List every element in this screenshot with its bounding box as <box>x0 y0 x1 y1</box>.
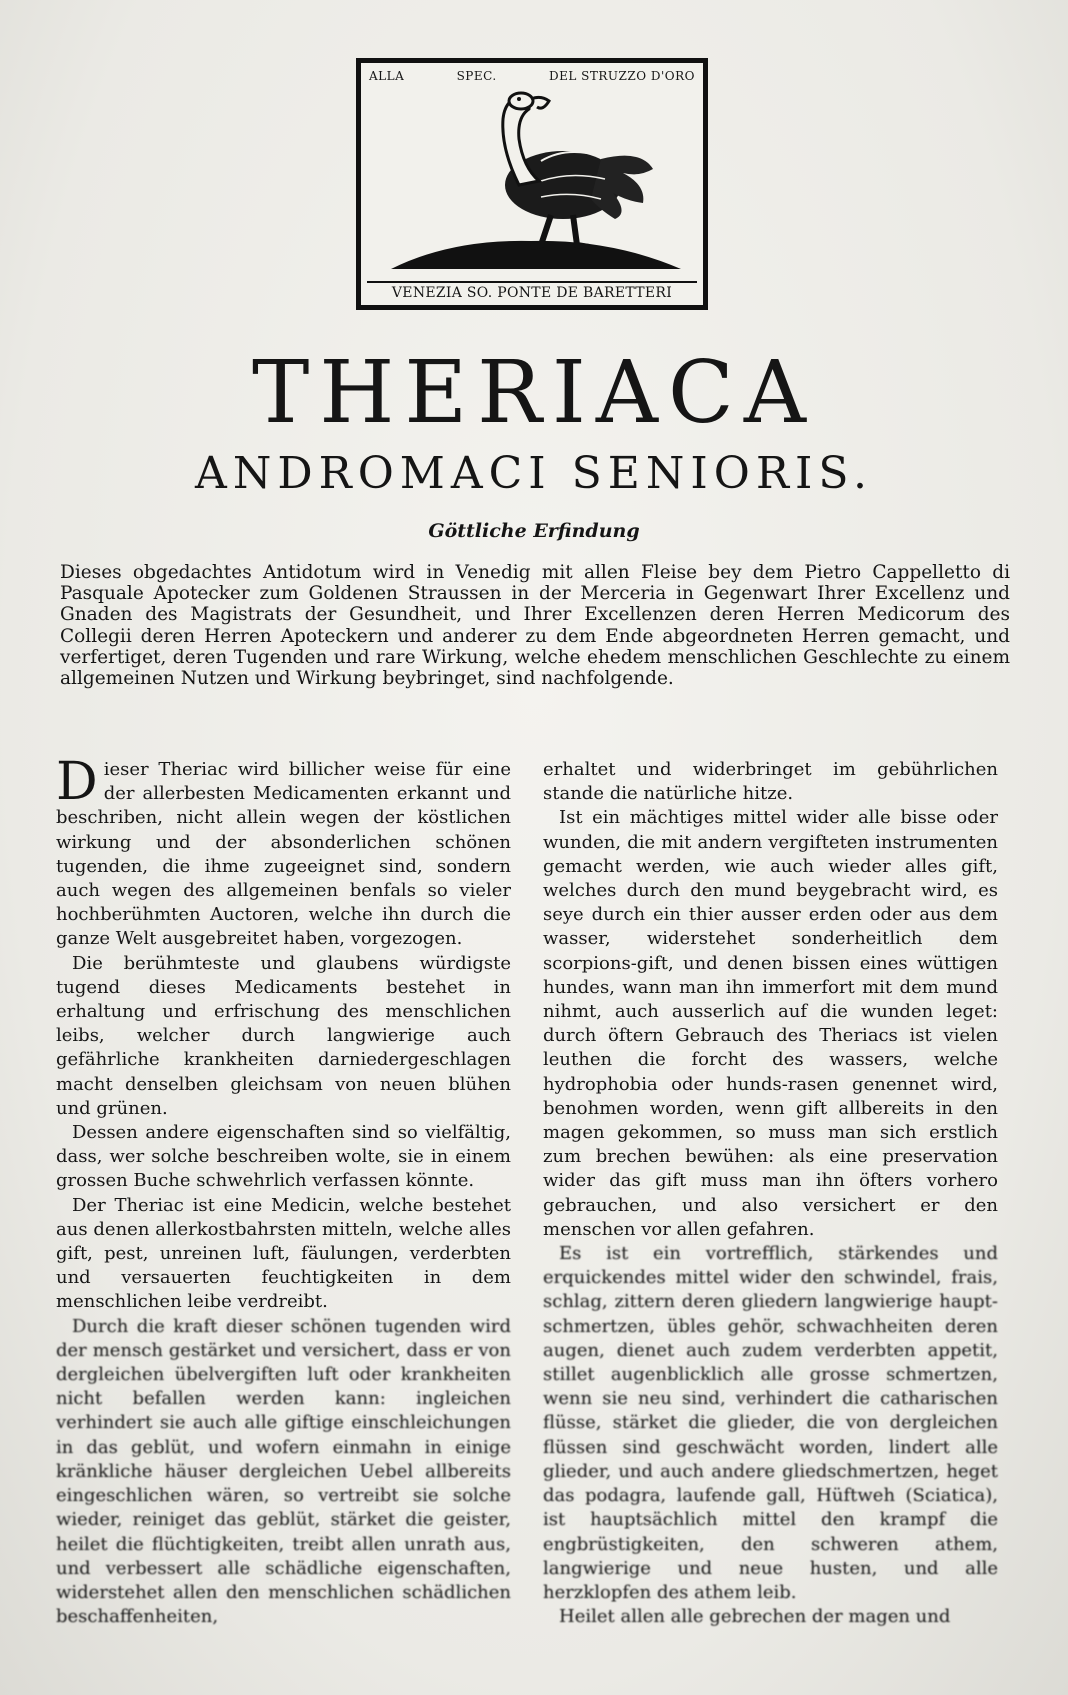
ostrich-icon <box>391 89 681 279</box>
page-title: THERIACA <box>252 343 816 443</box>
ostrich-emblem <box>356 58 708 310</box>
emblem-top-left: ALLA <box>369 69 405 83</box>
section-heading: Göttliche Erfindung <box>428 520 640 542</box>
right-paragraph-3: Es ist ein vortrefflich, stärkendes und erquickendes mittel wider den schwindel, frais, schlag, zittern deren gliedern langwierige haupt-schmertzen, übles gehör, schwachheiten deren augen, dienet auch zudem verderbten appetit, stillet augenblicklich alle grosse schmertzen, wenn sie neu sind, verhindert die catharischen flüsse, stärket die glieder, die von dergleichen flüssen sind geschwächt worden, lindert alle glieder, und auch andere gliedschmertzen, heget das podagra, laufende gall, Hüftweh (Sciatica), ist hauptsächlich mittel den krampf die engbrüstigkeiten, den schweren athem, langwierige und neue husten, und alle herzklopfen des athem leib. <box>543 1243 998 1603</box>
left-paragraph-1 <box>56 752 511 952</box>
page-subtitle: ANDROMACI SENIORIS. <box>195 448 873 499</box>
intro-paragraph: Dieses obgedachtes Antidotum wird in Venedig mit allen Fleise bey dem Pietro Cappelletto di Pasquale Apotecker zum Goldenen Straussen in der Merceria in Gegenwart Ihrer Excellenz und Gnaden des Magistrats der Gesundheit, und Ihrer Excellenzen deren Herren Medicorum des Collegii deren Herren Apoteckern und anderer zu dem Ende abgeordneten Herren gemacht, und verfertiget, deren Tugenden und rare Wirkung, welche ehedem menschlichen Geschlechte zu einem allgemeinen Nutzen und Wirkung beybringet, sind nachfolgende. <box>60 562 1010 690</box>
emblem-bottom-caption: VENEZIA SO. PONTE DE BARETTERI <box>367 281 697 301</box>
emblem-top-caption <box>369 69 695 83</box>
left-column <box>56 752 511 1629</box>
left-paragraph-4: Der Theriac ist eine Medicin, welche bestehet aus denen allerkostbahrsten mitteln, welche alles gift, pest, unreinen luft, fäulungen, verderbten und versauerten feuchtigkeiten in dem menschlichen leibe verdreibt. <box>56 1194 511 1313</box>
drop-cap: D <box>56 752 98 812</box>
emblem-top-mid: SPEC. <box>456 69 497 83</box>
emblem-top-right: DEL STRUZZO D'ORO <box>549 69 695 83</box>
right-paragraph-4: Heilet allen alle gebrechen der magen und <box>559 1606 951 1628</box>
left-paragraph-5: Durch die kraft dieser schönen tugenden wird der mensch gestärket und versichert, dass er von dergleichen übelvergiften luft oder krankheiten nicht befallen werden kann: ingleichen verhindert sie auch alle giftige einschleichungen in das geblüt, und wofern einmahn in einige kränkliche häuser dergleichen Uebel allbereits eingeschlichen wären, so vertreibt sie solche wieder, reiniget das geblüt, stärket die geister, heilet die flüchtigkeiten, treibt allen unrath aus, und verbessert alle schädliche eigenschaften, widerstehet allen den menschlichen schädlichen beschaffenheiten, <box>56 1315 511 1628</box>
left-paragraph-1-text: ieser Theriac wird billicher weise für eine der allerbesten Medicamenten erkannt und beschriben, nicht allein wegen der köstlichen wirkung und der absonderlichen schönen tugenden, die ihme zugeeignet sind, sondern auch wegen des allgemeinen benfals so vieler hochberühmten Auctoren, welche ihn durch die ganze Welt ausgebreitet haben, vorgezogen. <box>56 759 511 950</box>
left-paragraph-2: Die berühmteste und glaubens würdigste tugend dieses Medicaments bestehet in erhaltung und erfrischung des menschlichen leibs, welcher durch langwierige auch gefährliche krankheiten darniedergeschlagen macht denselben gleichsam von neuen blühen und grünen. <box>56 952 511 1119</box>
right-column <box>543 758 998 1629</box>
right-paragraph-1: erhaltet und widerbringet im gebührlichen stande die natürliche hitze. <box>543 759 998 805</box>
right-paragraph-2: Ist ein mächtiges mittel wider alle bisse oder wunden, die mit andern vergifteten instrumenten gemacht werden, wie auch wieder alles gift, welches durch den mund beygebracht wird, es seye durch ein thier ausser erden oder aus dem wasser, widerstehet sonderheitlich dem scorpions-gift, und denen bissen eines wüttigen hundes, wann man ihn immerfort mit dem mund nihmt, auch ausserlich auf die wunden leget: durch öftern Gebrauch des Theriacs ist vielen leuthen die forcht des wassers, welche hydrophobia oder hunds-rasen genennet wird, benohmen worden, wenn gift allbereits in den magen gekommen, so muss man sich erstlich zum brechen bewühen: als eine preservation wider das gift muss man ihn öfters vorhero gebrauchen, und also versichert er den menschen vor allen gefahren. <box>543 807 998 1240</box>
left-paragraph-3: Dessen andere eigenschaften sind so vielfältig, dass, wer solche beschreiben wolte, sie in einem grossen Buche schwehrlich verfassen könnte. <box>56 1122 511 1192</box>
